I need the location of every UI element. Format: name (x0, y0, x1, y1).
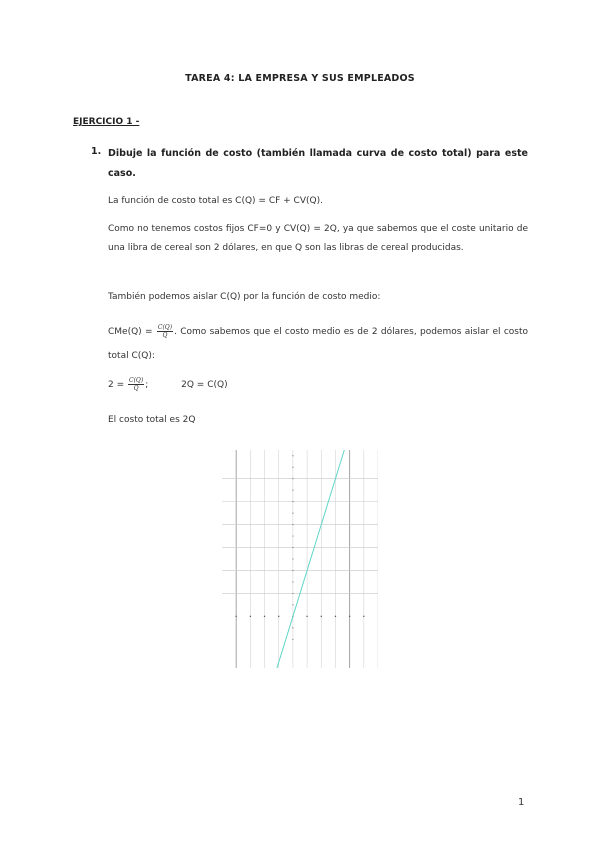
x-axis-tick (363, 616, 364, 617)
y-axis-tick (292, 524, 293, 525)
x-axis-tick (321, 616, 322, 617)
question-number: 1. (91, 146, 102, 157)
equation-line (108, 377, 228, 392)
equation-fraction-numerator: C(Q) (129, 377, 144, 384)
page-title: TAREA 4: LA EMPRESA Y SUS EMPLEADOS (185, 73, 415, 84)
y-axis-tick (292, 455, 293, 456)
y-axis-tick (292, 478, 293, 479)
y-axis-tick (292, 593, 293, 594)
equation-result: 2Q = C(Q) (181, 380, 228, 390)
equation-fraction (128, 377, 144, 392)
cme-fraction (157, 324, 173, 339)
y-axis-tick (292, 639, 293, 640)
x-axis-tick (235, 616, 236, 617)
question-text: Dibuje la función de costo (también llamada curva de costo total) para este caso. (108, 148, 528, 179)
equation-prefix: 2 = (108, 380, 127, 390)
graph-vertical-gridlines (236, 450, 378, 668)
y-axis-tick (292, 501, 293, 502)
cme-suffix: . Como sabemos que el costo medio es de 2 dólares, podemos aislar el costo total C(Q): (108, 327, 528, 361)
paragraph-cost-function: La función de costo total es C(Q) = CF + CV(Q). (108, 196, 323, 206)
paragraph-total-cost: El costo total es 2Q (108, 415, 196, 425)
x-axis-tick (335, 616, 336, 617)
y-axis-tick (292, 535, 293, 536)
cme-fraction-denominator: Q (162, 332, 168, 339)
equation-fraction-denominator: Q (133, 385, 139, 392)
page-number: 1 (518, 797, 525, 808)
paragraph-no-fixed-costs: Como no tenemos costos fijos CF=0 y CV(Q) = 2Q, ya que sabemos que el coste unitario de una libra de cereal son 2 dólares, en que Q son las libras de cereal producidas. (108, 224, 528, 253)
paragraph-average-cost-intro: También podemos aislar C(Q) por la función de costo medio: (108, 292, 381, 302)
y-axis-tick (292, 490, 293, 491)
x-axis-tick (349, 616, 350, 617)
y-axis-tick (292, 467, 293, 468)
paragraph-average-cost-formula (108, 320, 528, 368)
cme-prefix: CMe(Q) = (108, 327, 156, 337)
y-axis-tick (292, 547, 293, 548)
equation-semicolon: ; (145, 380, 149, 390)
x-axis-tick (250, 616, 251, 617)
y-axis-tick (292, 627, 293, 628)
y-axis-tick (292, 581, 293, 582)
x-axis-tick (278, 616, 279, 617)
y-axis-tick (292, 513, 293, 514)
cost-function-graph (222, 450, 378, 668)
cme-fraction-numerator: C(Q) (157, 324, 173, 331)
x-axis-tick (264, 616, 265, 617)
graph-horizontal-gridlines (222, 479, 378, 594)
y-axis-tick (292, 570, 293, 571)
y-axis-tick (292, 604, 293, 605)
y-axis-tick (292, 558, 293, 559)
x-axis-tick (306, 616, 307, 617)
section-heading: EJERCICIO 1 - (73, 117, 140, 127)
